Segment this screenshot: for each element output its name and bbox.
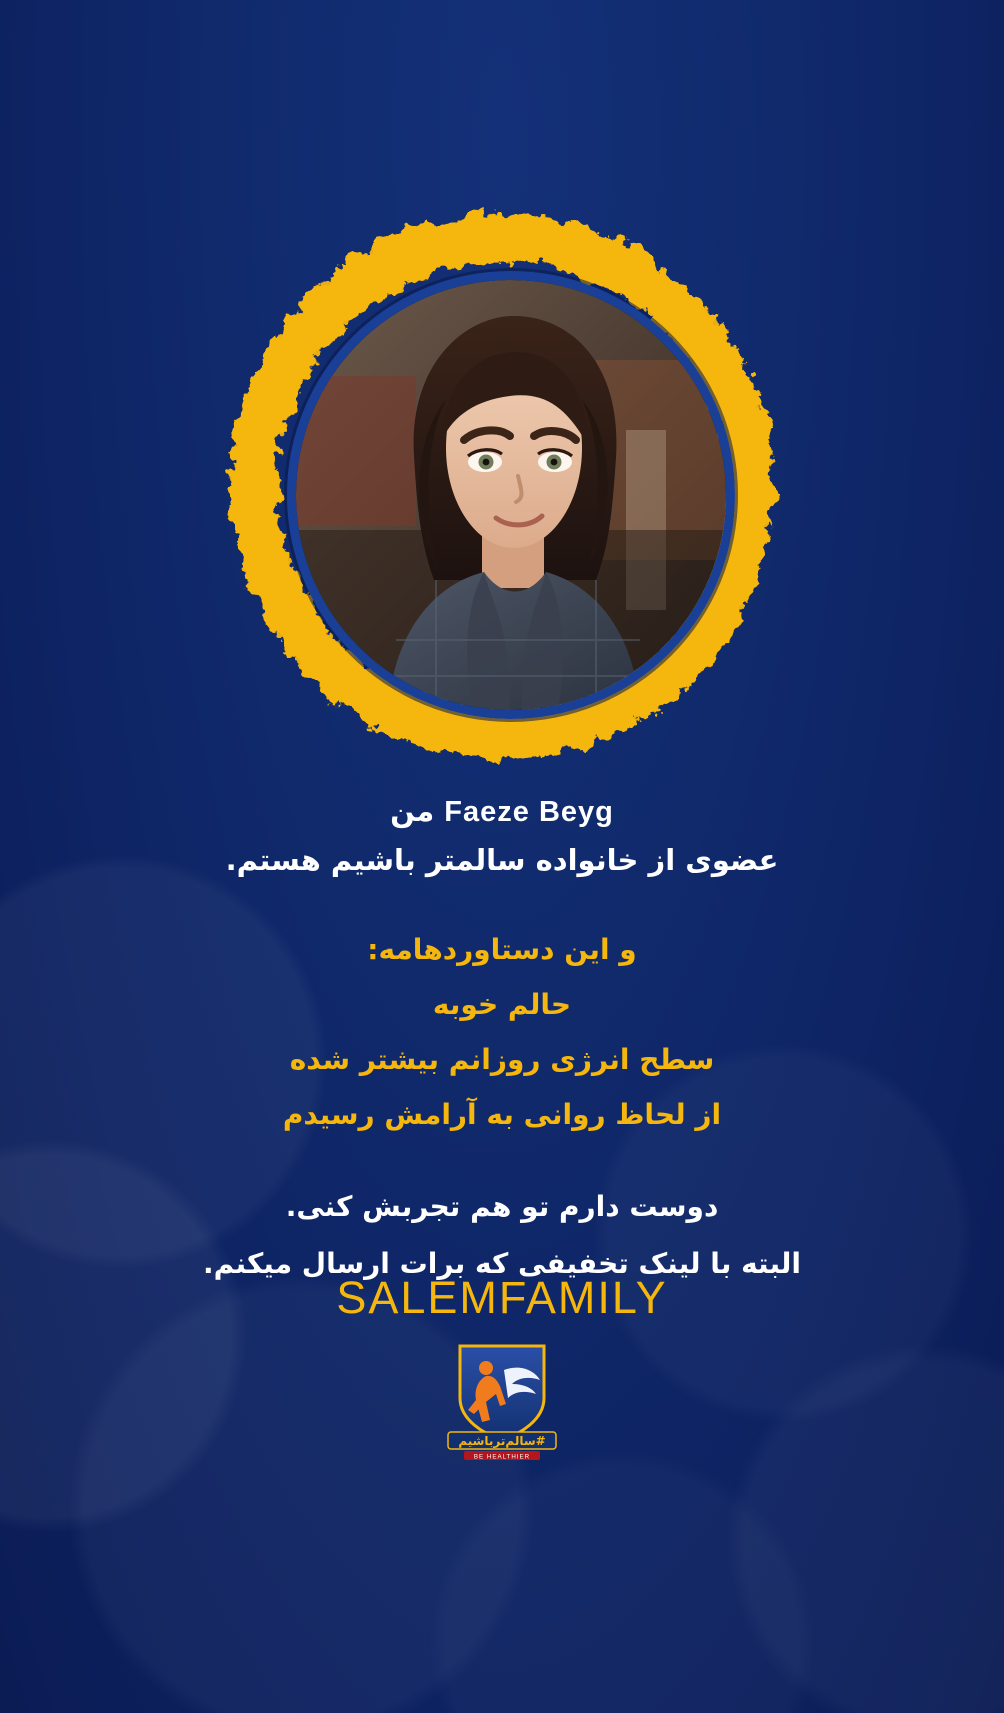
intro-prefix: من xyxy=(390,794,435,828)
achievements-heading: و این دستاوردهامه: xyxy=(367,933,637,967)
outro-block xyxy=(80,1187,924,1284)
intro-line-2: عضوی از خانواده سالمتر باشیم هستم. xyxy=(225,843,779,878)
achievement-item: از لحاظ روانی به آرامش رسیدم xyxy=(282,1098,722,1132)
outro-line-2: البته با لینک تخفیفی که برات ارسال میکنم. xyxy=(202,1246,802,1280)
svg-text:BE HEALTHIER: BE HEALTHIER xyxy=(473,1453,531,1461)
avatar xyxy=(212,196,792,776)
achievement-item: حالم خوبه xyxy=(432,988,572,1022)
testimonial-text xyxy=(0,790,1004,1284)
achievement-item: سطح انرژی روزانم بیشتر شده xyxy=(289,1043,715,1077)
svg-text:#سالم‌تر‌باشیم: #سالم‌تر‌باشیم xyxy=(458,1434,546,1448)
avatar-photo xyxy=(296,280,726,710)
intro-line-1 xyxy=(80,790,924,833)
brand-wordmark: SALEMFAMILY xyxy=(336,1272,668,1323)
person-name: Faeze Beyg xyxy=(444,796,614,828)
brand-block xyxy=(0,1272,1004,1461)
avatar-frame xyxy=(287,271,735,719)
outro-line-1: دوست دارم تو هم تجربش کنی. xyxy=(285,1190,719,1224)
brand-logo-icon xyxy=(442,1336,562,1461)
